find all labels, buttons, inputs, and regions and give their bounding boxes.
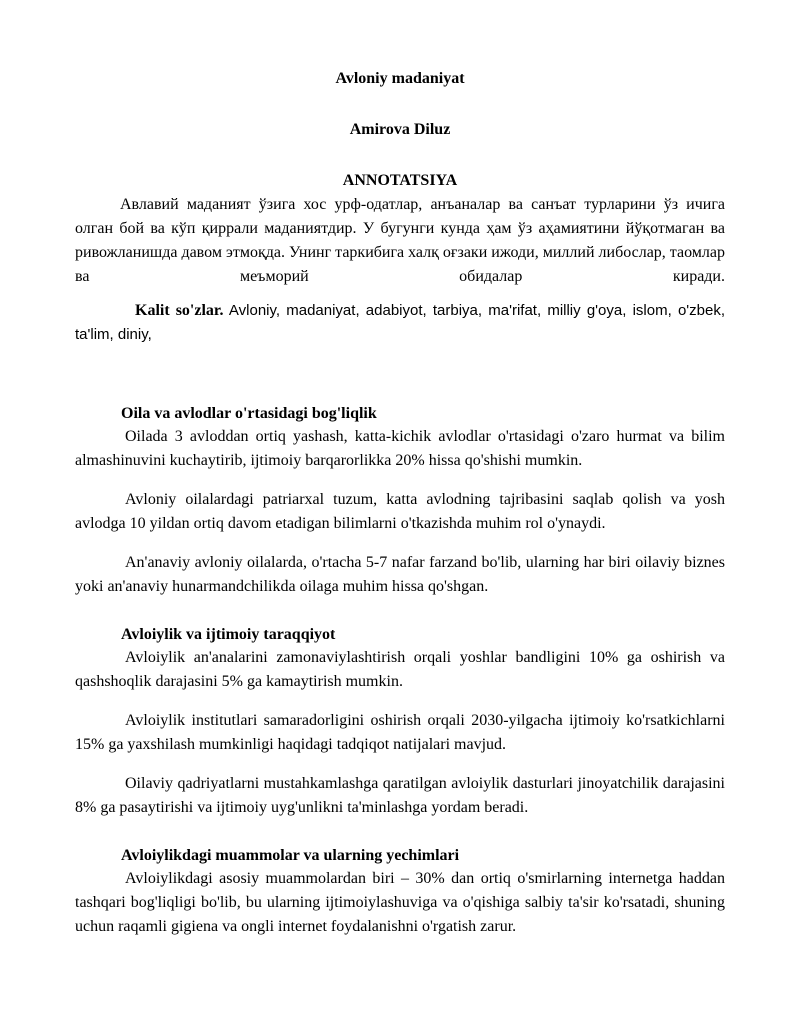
section-paragraph: Avloiylik an'analarini zamonaviylashtirish orqali yoshlar bandligini 10% ga oshirish va qashshoqlik darajasini 5% ga kamaytirish mumkin. [75, 649, 725, 690]
section-paragraph: Oilaviy qadriyatlarni mustahkamlashga qaratilgan avloiylik dasturlari jinoyatchilik darajasini 8% ga pasaytirishi va ijtimoiy uyg'unlikni ta'minlashga yordam beradi. [75, 775, 725, 816]
keywords-text: Avloniy, madaniyat, adabiyot, tarbiya, ma'rifat, milliy g'oya, islom, o'zbek, ta'lim, diniy, [75, 302, 726, 343]
document-author: Amirova Diluz [349, 121, 451, 138]
annotation-paragraph: Авлавий маданият ўзига хос урф-одатлар, анъаналар ва санъат турларини ўз ичига олган бой ва кўп қиррали маданиятдир. У бугунги кунда ҳам ўз аҳамиятини йўқотмаган ва ривожланишда давом этмоқда. Унинг таркибига халқ оғзаки ижоди, миллий либослар, таомлар ва меъморий обидалар киради. [75, 196, 725, 285]
section-paragraph: Avloiylik institutlari samaradorligini oshirish orqali 2030-yilgacha ijtimoiy ko'rsatkichlarni 15% ga yaxshilash mumkinligi haqidagi tadqiqot natijalari mavjud. [75, 712, 725, 753]
section-paragraph: An'anaviy avloniy oilalarda, o'rtacha 5-7 nafar farzand bo'lib, ularning har biri oilaviy biznes yoki an'anaviy hunarmandchilikda oilaga muhim hissa qo'shgan. [75, 554, 725, 595]
section-paragraph: Oilada 3 avloddan ortiq yashash, katta-kichik avlodlar o'rtasidagi o'zaro hurmat va bilim almashinuvini kuchaytirib, ijtimoiy barqarorlikka 20% hissa qo'shishi mumkin. [75, 428, 725, 469]
section-heading: Oila va avlodlar o'rtasidagi bog'liqlik [121, 405, 377, 422]
document-title: Avloniy madaniyat [335, 70, 465, 87]
keywords-label: Kalit so'zlar. [135, 302, 224, 319]
section-paragraph: Avloniy oilalardagi patriarxal tuzum, katta avlodning tajribasini saqlab qolish va yosh avlodga 10 yildan ortiq davom etadigan bilimlarni o'tkazishda muhim rol o'ynaydi. [75, 491, 725, 532]
section-heading: Avloiylik va ijtimoiy taraqqiyot [121, 626, 336, 643]
keywords-paragraph [75, 299, 725, 347]
section-paragraph: Avloiylikdagi asosiy muammolardan biri – 30% dan ortiq o'smirlarning internetga haddan tashqari bog'liqligi bo'lib, bu ularning ijtimoiylashuviga va o'qishiga salbiy ta'sir ko'rsatadi, shuning uchun raqamli gigiena va ongli internet foydalanishni o'rgatish zarur. [75, 870, 725, 935]
annotation-heading: ANNOTATSIYA [342, 172, 458, 189]
document-page [75, 62, 725, 939]
section-heading: Avloiylikdagi muammolar va ularning yechimlari [121, 847, 460, 864]
